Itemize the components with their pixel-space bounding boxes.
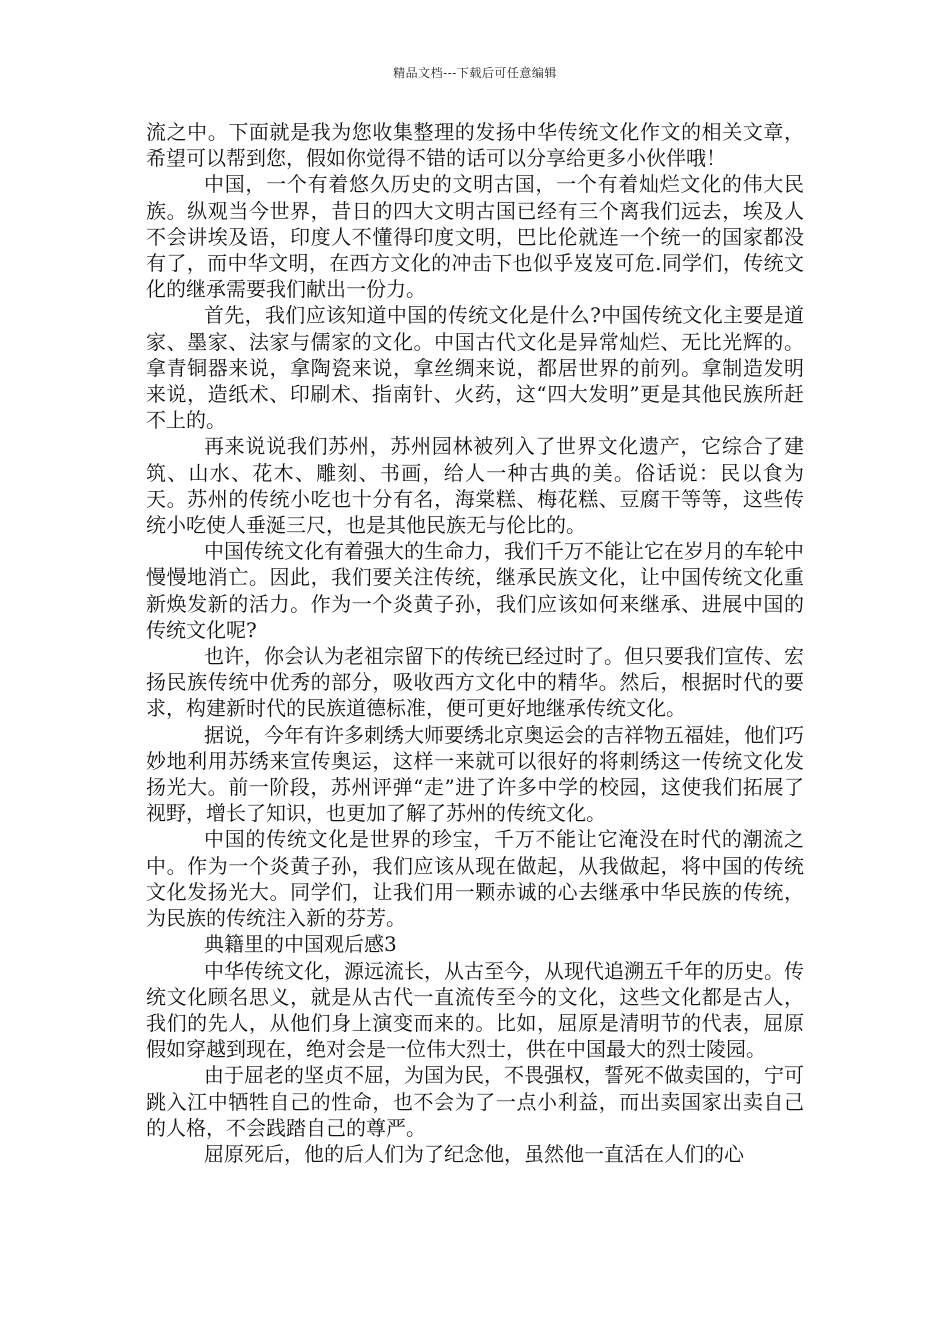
paragraph: 首先，我们应该知道中国的传统文化是什么?中国传统文化主要是道家、墨家、法家与儒家的文化。中国古代文化是异常灿烂、无比光辉的。拿青铜器来说，拿陶瓷来说，拿丝绸来说，都居世界的前列。拿制造发明来说，造纸术、印刷术、指南针、火药，这“四大发明”更是其他民族所赶不上的。 — [146, 303, 804, 433]
section-heading: 典籍里的中国观后感3 — [204, 932, 397, 957]
paragraph: 中国的传统文化是世界的珍宝，千万不能让它淹没在时代的潮流之中。作为一个炎黄子孙，我们应该从现在做起，从我做起，将中国的传统文化发扬光大。同学们，让我们用一颗赤诚的心去继承中华民族的传统，为民族的传统注入新的芬芳。 — [146, 827, 804, 931]
paragraph: 据说，今年有许多刺绣大师要绣北京奥运会的吉祥物五福娃，他们巧妙地利用苏绣来宣传奥运，这样一来就可以很好的将刺绣这一传统文化发扬光大。前一阶段，苏州评弹“走”进了许多中学的校园，这使我们拓展了视野，增长了知识，也更加了解了苏州的传统文化。 — [146, 722, 804, 826]
paragraph: 中华传统文化，源远流长，从古至今，从现代追溯五千年的历史。传统文化顾名思义，就是从古代一直流传至今的文化，这些文化都是古人，我们的先人，从他们身上演变而来的。比如，屈原是清明节的代表，屈原假如穿越到现在，绝对会是一位伟大烈士，供在中国最大的烈士陵园。 — [146, 958, 804, 1062]
paragraph: 中国传统文化有着强大的生命力，我们千万不能让它在岁月的车轮中慢慢地消亡。因此，我们要关注传统，继承民族文化，让中国传统文化重新焕发新的活力。作为一个炎黄子孙，我们应该如何来继承、进展中国的传统文化呢? — [146, 539, 804, 642]
page-header: 精品文档---下载后可任意编辑 — [393, 66, 557, 80]
paragraph: 也许，你会认为老祖宗留下的传统已经过时了。但只要我们宣传、宏扬民族传统中优秀的部分，吸收西方文化中的精华。然后，根据时代的要求，构建新时代的民族道德标准，便可更好地继承传统文化。 — [146, 644, 804, 721]
paragraph: 由于屈老的坚贞不屈，为国为民，不畏强权，誓死不做卖国的，宁可跳入江中牺牲自己的性命，也不会为了一点小利益，而出卖国家出卖自己的人格，不会践踏自己的尊严。 — [146, 1063, 804, 1140]
document-body — [146, 119, 804, 1167]
paragraph: 中国，一个有着悠久历史的文明古国，一个有着灿烂文化的伟大民族。纵观当今世界，昔日的四大文明古国已经有三个离我们远去，埃及人不会讲埃及语，印度人不懂得印度文明，巴比伦就连一个统一的国家都没有了，而中华文明，在西方文化的冲击下也似乎岌岌可危.同学们，传统文化的继承需要我们献出一份力。 — [146, 172, 804, 302]
paragraph-truncated: 屈原死后，他的后人们为了纪念他，虽然他一直活在人们的心 — [204, 1141, 744, 1166]
paragraph: 再来说说我们苏州，苏州园林被列入了世界文化遗产，它综合了建筑、山水、花木、雕刻、书画，给人一种古典的美。俗话说：民以食为天。苏州的传统小吃也十分有名，海棠糕、梅花糕、豆腐干等等，这些传统小吃使人垂涎三尺，也是其他民族无与伦比的。 — [146, 434, 804, 538]
paragraph-continuation: 流之中。下面就是我为您收集整理的发扬中华传统文化作文的相关文章，希望可以帮到您，假如你觉得不错的话可以分享给更多小伙伴哦！ — [146, 120, 804, 171]
